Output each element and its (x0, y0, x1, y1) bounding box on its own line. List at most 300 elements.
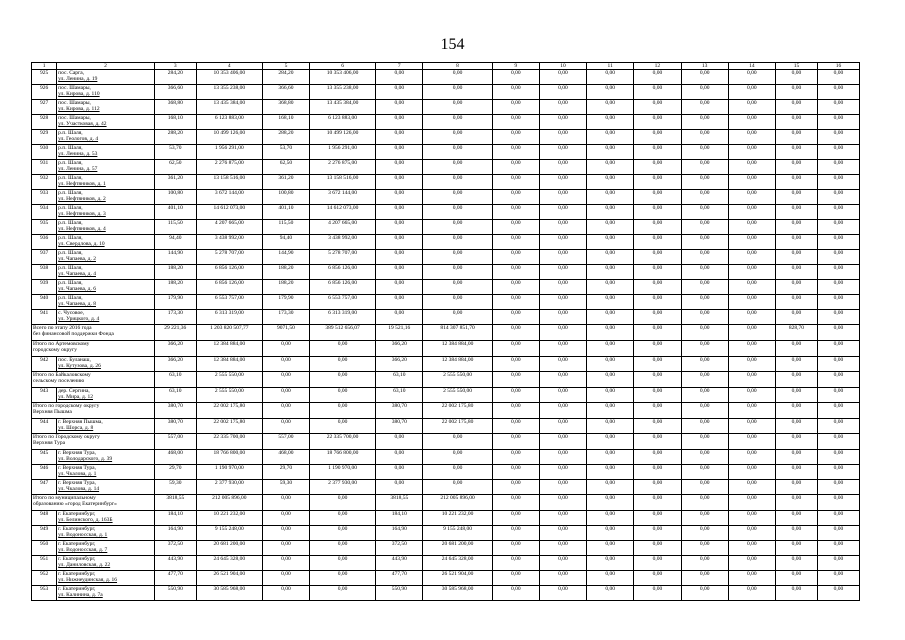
value-cell: 0,00 (817, 586, 859, 601)
value-cell: 1 956 291,00 (196, 145, 262, 160)
value-cell: 0,00 (376, 100, 423, 115)
value-cell: 0,00 (634, 220, 681, 235)
row-number: 943 (32, 388, 57, 403)
value-cell: 0,00 (728, 341, 775, 357)
value-cell: 0,00 (262, 403, 309, 419)
value-cell: 380,70 (154, 419, 196, 434)
label-line: городскому округу (33, 347, 77, 354)
value-cell: 0,00 (817, 190, 859, 205)
value-cell: 0,00 (492, 341, 539, 357)
value-cell: 0,00 (310, 511, 376, 526)
value-cell: 0,00 (423, 434, 492, 450)
address-line: г. Екатеринбург, (58, 526, 96, 532)
table-row (32, 265, 860, 280)
value-cell: 53,70 (154, 145, 196, 160)
address-cell (57, 175, 155, 190)
value-cell: 0,00 (539, 265, 586, 280)
address-cell (57, 250, 155, 265)
value-cell: 0,00 (539, 220, 586, 235)
value-cell: 0,00 (539, 403, 586, 419)
row-number: 930 (32, 145, 57, 160)
value-cell: 0,00 (817, 325, 859, 341)
row-number: 935 (32, 220, 57, 235)
value-cell: 0,00 (539, 295, 586, 310)
value-cell: 30 585 968,00 (196, 586, 262, 601)
address-line: пос. Буланаш, (58, 357, 91, 363)
address-cell (57, 220, 155, 235)
value-cell: 0,00 (587, 145, 634, 160)
value-cell: 366,20 (376, 341, 423, 357)
value-cell: 4 207 665,00 (310, 220, 376, 235)
label-line: без финансовой поддержки Фонда (33, 331, 114, 338)
value-cell: 0,00 (817, 341, 859, 357)
value-cell: 184,10 (154, 511, 196, 526)
value-cell: 0,00 (587, 130, 634, 145)
address-cell (57, 526, 155, 541)
value-cell: 0,00 (539, 511, 586, 526)
value-cell: 0,00 (492, 495, 539, 511)
value-cell: 0,00 (775, 160, 817, 175)
value-cell: 0,00 (376, 145, 423, 160)
value-cell: 0,00 (539, 495, 586, 511)
value-cell: 366,20 (154, 357, 196, 372)
value-cell: 0,00 (423, 115, 492, 130)
address-line: ул. Белинского, д. 163Б (58, 517, 113, 524)
value-cell: 0,00 (634, 70, 681, 85)
value-cell: 0,00 (817, 145, 859, 160)
value-cell: 0,00 (376, 280, 423, 295)
value-cell: 0,00 (492, 220, 539, 235)
value-cell: 0,00 (817, 556, 859, 571)
value-cell: 29,70 (262, 465, 309, 480)
value-cell: 0,00 (817, 175, 859, 190)
subtotal-label (32, 372, 155, 388)
value-cell: 0,00 (492, 310, 539, 325)
value-cell: 3 672 144,00 (196, 190, 262, 205)
value-cell: 0,00 (539, 205, 586, 220)
value-cell: 0,00 (376, 265, 423, 280)
value-cell: 0,00 (681, 160, 728, 175)
value-cell: 188,20 (262, 280, 309, 295)
subtotal-row (32, 403, 860, 419)
value-cell: 0,00 (817, 70, 859, 85)
value-cell: 0,00 (539, 341, 586, 357)
value-cell: 0,00 (817, 388, 859, 403)
value-cell: 0,00 (262, 571, 309, 586)
value-cell: 0,00 (310, 556, 376, 571)
value-cell: 12 384 884,00 (423, 341, 492, 357)
column-header: 11 (587, 63, 634, 70)
value-cell: 401,10 (262, 205, 309, 220)
value-cell: 13 158 516,00 (310, 175, 376, 190)
value-cell: 0,00 (817, 205, 859, 220)
value-cell: 0,00 (728, 145, 775, 160)
row-number: 931 (32, 160, 57, 175)
value-cell: 0,00 (310, 571, 376, 586)
address-line: ул. Чкалова, д. 1 (58, 471, 97, 478)
value-cell: 0,00 (681, 220, 728, 235)
value-cell: 0,00 (262, 372, 309, 388)
value-cell: 0,00 (817, 235, 859, 250)
address-cell (57, 280, 155, 295)
value-cell: 0,00 (376, 130, 423, 145)
value-cell: 0,00 (775, 85, 817, 100)
value-cell: 372,50 (376, 541, 423, 556)
value-cell: 0,00 (310, 372, 376, 388)
value-cell: 0,00 (587, 419, 634, 434)
value-cell: 0,00 (587, 325, 634, 341)
value-cell: 10 499 126,00 (310, 130, 376, 145)
value-cell: 0,00 (817, 295, 859, 310)
value-cell: 0,00 (775, 465, 817, 480)
address-line: дер. Сергина, (58, 388, 90, 394)
address-line: ул. Нефтяников, д. 4 (58, 226, 106, 233)
row-number: 925 (32, 70, 57, 85)
value-cell: 0,00 (539, 480, 586, 495)
value-cell: 0,00 (775, 403, 817, 419)
value-cell: 0,00 (681, 130, 728, 145)
value-cell: 0,00 (423, 160, 492, 175)
value-cell: 168,10 (154, 115, 196, 130)
value-cell: 372,50 (154, 541, 196, 556)
value-cell: 0,00 (775, 586, 817, 601)
value-cell: 0,00 (681, 357, 728, 372)
value-cell: 0,00 (681, 280, 728, 295)
value-cell: 0,00 (728, 419, 775, 434)
value-cell: 0,00 (376, 480, 423, 495)
value-cell: 0,00 (423, 130, 492, 145)
value-cell: 0,00 (681, 145, 728, 160)
value-cell: 0,00 (376, 235, 423, 250)
value-cell: 0,00 (423, 100, 492, 115)
value-cell: 0,00 (728, 250, 775, 265)
value-cell: 0,00 (587, 341, 634, 357)
value-cell: 0,00 (634, 511, 681, 526)
row-number: 932 (32, 175, 57, 190)
value-cell: 2 555 550,00 (423, 372, 492, 388)
value-cell: 366,60 (262, 85, 309, 100)
value-cell: 0,00 (634, 145, 681, 160)
value-cell: 0,00 (492, 325, 539, 341)
value-cell: 24 645 328,00 (423, 556, 492, 571)
address-line: ул. Кирова, д. 112 (58, 106, 100, 113)
value-cell: 20 681 200,00 (196, 541, 262, 556)
row-number: 950 (32, 541, 57, 556)
value-cell: 0,00 (634, 556, 681, 571)
value-cell: 0,00 (681, 115, 728, 130)
value-cell: 380,70 (376, 419, 423, 434)
value-cell: 14 612 073,00 (196, 205, 262, 220)
value-cell: 0,00 (587, 526, 634, 541)
address-line: ул. Чапаева, д. 2 (58, 256, 96, 263)
value-cell: 0,00 (634, 325, 681, 341)
value-cell: 0,00 (376, 190, 423, 205)
value-cell: 0,00 (817, 100, 859, 115)
value-cell: 288,20 (262, 130, 309, 145)
value-cell: 0,00 (492, 419, 539, 434)
value-cell: 0,00 (376, 250, 423, 265)
address-line: ул. Нефтяников, д. 1 (58, 181, 106, 188)
value-cell: 0,00 (728, 235, 775, 250)
address-line: ул. Чапаева, д. 4 (58, 271, 96, 278)
value-cell: 10 353 406,00 (196, 70, 262, 85)
value-cell: 0,00 (817, 419, 859, 434)
address-cell (57, 465, 155, 480)
value-cell: 0,00 (310, 586, 376, 601)
value-cell: 0,00 (587, 556, 634, 571)
value-cell: 0,00 (817, 571, 859, 586)
value-cell: 0,00 (634, 295, 681, 310)
value-cell: 0,00 (817, 310, 859, 325)
address-line: пос. Шамары, (58, 85, 91, 91)
value-cell: 0,00 (539, 372, 586, 388)
value-cell: 0,00 (587, 495, 634, 511)
value-cell: 0,00 (492, 175, 539, 190)
address-line: ул. Ленина, д. 53 (58, 151, 98, 158)
value-cell: 22 335 700,00 (310, 434, 376, 450)
value-cell: 0,00 (775, 556, 817, 571)
value-cell: 0,00 (539, 280, 586, 295)
value-cell: 0,00 (634, 541, 681, 556)
value-cell: 6 856 126,00 (196, 280, 262, 295)
value-cell: 6 856 126,00 (310, 280, 376, 295)
value-cell: 0,00 (728, 495, 775, 511)
value-cell: 0,00 (587, 357, 634, 372)
value-cell: 0,00 (492, 403, 539, 419)
address-line: р.п. Шаля, (58, 175, 83, 181)
value-cell: 0,00 (423, 450, 492, 465)
value-cell: 0,00 (775, 220, 817, 235)
table-row (32, 100, 860, 115)
address-cell (57, 160, 155, 175)
value-cell: 13 355 238,00 (310, 85, 376, 100)
table-row (32, 70, 860, 85)
value-cell: 0,00 (681, 571, 728, 586)
value-cell: 0,00 (492, 556, 539, 571)
value-cell: 443,90 (376, 556, 423, 571)
address-line: ул. Урицкого, д. 4 (58, 316, 100, 323)
value-cell: 0,00 (681, 295, 728, 310)
table-row (32, 190, 860, 205)
value-cell: 0,00 (423, 205, 492, 220)
value-cell: 0,00 (728, 434, 775, 450)
value-cell: 2 555 550,00 (196, 388, 262, 403)
value-cell: 0,00 (587, 480, 634, 495)
value-cell: 6 123 883,00 (310, 115, 376, 130)
value-cell: 22 002 175,80 (423, 403, 492, 419)
address-line: г. Екатеринбург, (58, 571, 96, 577)
value-cell: 288,20 (154, 130, 196, 145)
value-cell: 0,00 (775, 541, 817, 556)
address-cell (57, 100, 155, 115)
value-cell: 0,00 (681, 388, 728, 403)
row-number: 936 (32, 235, 57, 250)
address-cell (57, 85, 155, 100)
address-cell (57, 511, 155, 526)
value-cell: 0,00 (817, 160, 859, 175)
value-cell: 0,00 (423, 220, 492, 235)
value-cell: 0,00 (376, 160, 423, 175)
value-cell: 0,00 (681, 341, 728, 357)
table-row (32, 295, 860, 310)
value-cell: 1 190 970,00 (310, 465, 376, 480)
value-cell: 5 278 707,00 (196, 250, 262, 265)
column-header: 9 (492, 63, 539, 70)
address-line: ул. Геологов, д. 4 (58, 136, 99, 143)
value-cell: 368,80 (154, 100, 196, 115)
row-number: 947 (32, 480, 57, 495)
table-row (32, 357, 860, 372)
value-cell: 0,00 (539, 235, 586, 250)
address-line: ул. Нижнеудинская, д. 16 (58, 577, 118, 584)
value-cell: 0,00 (492, 465, 539, 480)
value-cell: 63,10 (376, 372, 423, 388)
value-cell: 0,00 (539, 388, 586, 403)
value-cell: 0,00 (728, 265, 775, 280)
value-cell: 173,30 (262, 310, 309, 325)
value-cell: 0,00 (817, 465, 859, 480)
value-cell: 0,00 (634, 341, 681, 357)
value-cell: 366,20 (154, 341, 196, 357)
value-cell: 0,00 (310, 526, 376, 541)
value-cell: 0,00 (681, 325, 728, 341)
value-cell: 380,70 (154, 403, 196, 419)
value-cell: 29 221,36 (154, 325, 196, 341)
value-cell: 0,00 (728, 403, 775, 419)
value-cell: 0,00 (728, 357, 775, 372)
table-row (32, 205, 860, 220)
value-cell: 6 553 757,00 (196, 295, 262, 310)
value-cell: 0,00 (587, 235, 634, 250)
value-cell: 0,00 (587, 586, 634, 601)
address-line: р.п. Шаля, (58, 295, 83, 301)
value-cell: 0,00 (634, 571, 681, 586)
address-cell (57, 70, 155, 85)
value-cell: 0,00 (587, 190, 634, 205)
value-cell: 6 313 319,00 (196, 310, 262, 325)
table-row (32, 220, 860, 235)
value-cell: 0,00 (634, 450, 681, 465)
value-cell: 0,00 (775, 388, 817, 403)
value-cell: 0,00 (539, 100, 586, 115)
value-cell: 0,00 (728, 295, 775, 310)
value-cell: 0,00 (376, 310, 423, 325)
value-cell: 0,00 (634, 586, 681, 601)
address-line: ул. Даниловская, д. 22 (58, 562, 111, 569)
value-cell: 179,90 (154, 295, 196, 310)
value-cell: 19 521,16 (376, 325, 423, 341)
value-cell: 0,00 (492, 145, 539, 160)
value-cell: 0,00 (587, 388, 634, 403)
subtotal-label (32, 341, 155, 357)
label-line: Итого по Артемовскому (33, 341, 90, 347)
value-cell: 144,90 (154, 250, 196, 265)
value-cell: 0,00 (262, 511, 309, 526)
address-line: р.п. Шаля, (58, 160, 83, 166)
value-cell: 0,00 (775, 419, 817, 434)
value-cell: 0,00 (587, 372, 634, 388)
value-cell: 115,50 (154, 220, 196, 235)
value-cell: 0,00 (634, 310, 681, 325)
value-cell: 0,00 (728, 130, 775, 145)
value-cell: 0,00 (681, 541, 728, 556)
value-cell: 0,00 (423, 85, 492, 100)
table-row (32, 541, 860, 556)
value-cell: 0,00 (817, 357, 859, 372)
value-cell: 401,10 (154, 205, 196, 220)
value-cell: 2 377 930,00 (196, 480, 262, 495)
value-cell: 0,00 (587, 160, 634, 175)
column-header: 2 (57, 63, 155, 70)
value-cell: 0,00 (681, 100, 728, 115)
value-cell: 0,00 (775, 295, 817, 310)
row-number: 946 (32, 465, 57, 480)
value-cell: 0,00 (423, 265, 492, 280)
value-cell: 0,00 (775, 100, 817, 115)
value-cell: 0,00 (539, 175, 586, 190)
table-row (32, 85, 860, 100)
value-cell: 0,00 (775, 205, 817, 220)
value-cell: 0,00 (634, 175, 681, 190)
value-cell: 0,00 (728, 556, 775, 571)
value-cell: 179,90 (262, 295, 309, 310)
subtotal-label (32, 495, 155, 511)
value-cell: 144,90 (262, 250, 309, 265)
value-cell: 0,00 (775, 341, 817, 357)
row-number: 928 (32, 115, 57, 130)
column-header: 14 (728, 63, 775, 70)
value-cell: 0,00 (634, 160, 681, 175)
housing-program-table (31, 62, 860, 601)
address-cell (57, 115, 155, 130)
address-cell (57, 190, 155, 205)
row-number: 940 (32, 295, 57, 310)
value-cell: 0,00 (587, 434, 634, 450)
header-row (32, 63, 860, 70)
value-cell: 59,30 (154, 480, 196, 495)
value-cell: 1 190 970,00 (196, 465, 262, 480)
value-cell: 0,00 (262, 341, 309, 357)
value-cell: 0,00 (587, 310, 634, 325)
address-cell (57, 556, 155, 571)
value-cell: 0,00 (634, 115, 681, 130)
address-line: г. Верхняя Тура, (58, 465, 96, 471)
value-cell: 0,00 (539, 190, 586, 205)
address-line: ул. Мира, д. 12 (58, 394, 93, 401)
value-cell: 0,00 (728, 511, 775, 526)
value-cell: 9 155 248,00 (423, 526, 492, 541)
value-cell: 284,20 (262, 70, 309, 85)
value-cell: 0,00 (775, 190, 817, 205)
row-number: 937 (32, 250, 57, 265)
value-cell: 0,00 (634, 480, 681, 495)
value-cell: 6 856 126,00 (196, 265, 262, 280)
value-cell: 0,00 (539, 70, 586, 85)
value-cell: 0,00 (634, 100, 681, 115)
value-cell: 26 521 904,00 (423, 571, 492, 586)
value-cell: 173,30 (154, 310, 196, 325)
value-cell: 0,00 (817, 511, 859, 526)
table-row (32, 419, 860, 434)
value-cell: 22 002 175,80 (196, 419, 262, 434)
address-line: ул. Водоносская, д. 1 (58, 532, 108, 539)
value-cell: 0,00 (728, 100, 775, 115)
value-cell: 1 956 291,00 (310, 145, 376, 160)
value-cell: 0,00 (728, 586, 775, 601)
address-line: ул. Кутузова, д. 26 (58, 363, 101, 370)
value-cell: 212 005 896,00 (423, 495, 492, 511)
value-cell: 0,00 (817, 541, 859, 556)
